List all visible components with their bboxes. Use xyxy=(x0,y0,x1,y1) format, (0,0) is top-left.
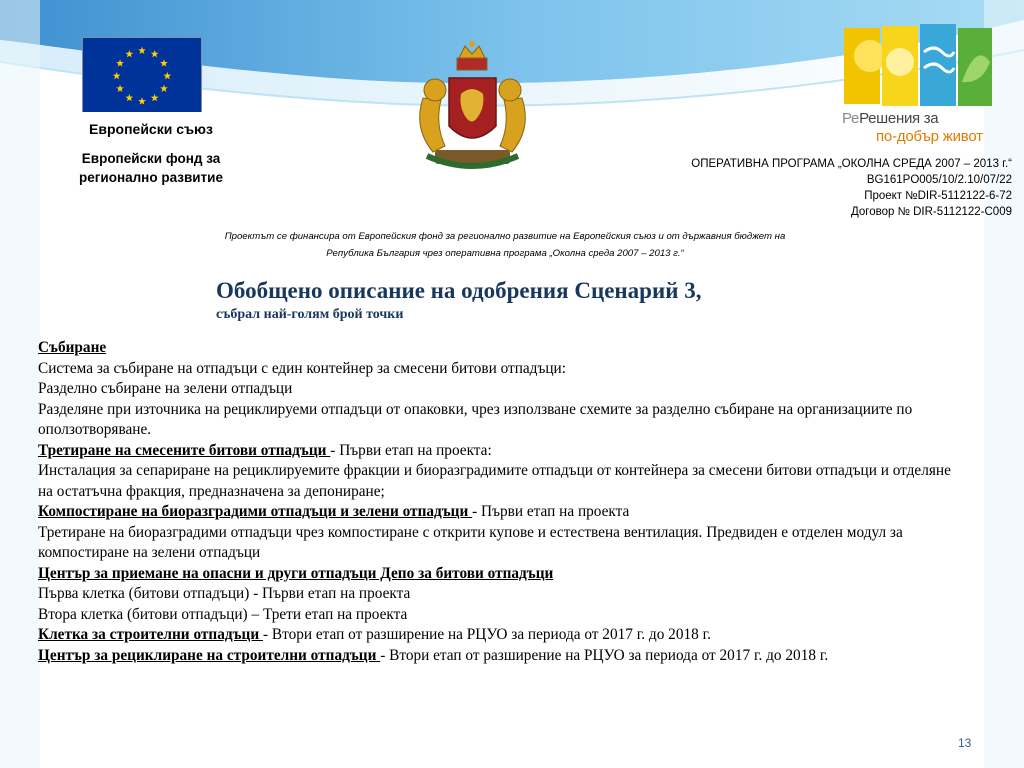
treatment-phase: - Първи етап на проекта: xyxy=(330,441,492,459)
funding-line-2: Република България чрез оперативна програма „Околна среда 2007 – 2013 г.“ xyxy=(326,248,684,259)
treatment-item-1: Инсталация за сепариране на рециклируемите фракции и биоразградимите отпадъци от контейнера за смесени битови отпадъци и отделяне на остатъчна фракция, предназначена за депониране; xyxy=(38,462,951,500)
bulgaria-coat-of-arms-icon xyxy=(405,38,540,178)
collection-item-2: Разделно събиране на зелени отпадъци xyxy=(38,380,293,397)
collection-heading: Събиране xyxy=(38,339,107,356)
op-logo-text xyxy=(842,108,1024,153)
center-item-2: Втора клетка (битови отпадъци) – Трети етап на проекта xyxy=(38,605,408,623)
op-info-programme: ОПЕРАТИВНА ПРОГРАМА „ОКОЛНА СРЕДА 2007 – 2013 г.“ xyxy=(691,158,1012,170)
collection-item-1: Система за събиране на отпадъци с един контейнер за смесени битови отпадъци: xyxy=(38,359,566,377)
eu-flag-logo xyxy=(82,37,202,115)
recycle-heading: Център за рециклиране на строителни отпадъци xyxy=(38,646,381,664)
op-info-code: BG161PO005/10/2.10/07/22 xyxy=(866,174,1012,186)
treatment-heading: Третиране на смесените битови отпадъци xyxy=(38,441,331,459)
funding-line-1: Проектът се финансира от Европейския фонд за регионално развитие на Европейския съюз и от държавния бюджет на xyxy=(224,231,786,242)
collection-item-3: Разделяне при източника на рециклируеми отпадъци от опаковки, чрез използване схемите за разделно събиране на организациите по оползотворяване. xyxy=(38,400,913,438)
cell-heading: Клетка за строителни отпадъци xyxy=(38,626,263,643)
recycle-phase: - Втори етап от разширение на РЦУО за периода от 2017 г. до 2018 г. xyxy=(380,646,829,664)
slide-subtitle: събрал най-голям брой точки xyxy=(216,307,404,322)
center-heading: Център за приемане на опасни и други отпадъци Депо за битови отпадъци xyxy=(38,564,554,582)
compost-heading: Компостиране на биоразградими отпадъци и зелени отпадъци xyxy=(38,503,473,520)
compost-phase: - Първи етап на проекта xyxy=(472,503,630,520)
op-info-block xyxy=(592,156,1012,220)
compost-item-1: Третиране на биоразградими отпадъци чрез компостиране с открити купове и естествена вентилация. Предвиден е отделен модул за компостиране на зелени отпадъци xyxy=(38,523,903,561)
eu-union-label: Европейски съюз xyxy=(89,121,213,137)
op-info-project: Проект №DIR-5112122-6-72 xyxy=(864,190,1012,202)
slide-title: Обобщено описание на одобрения Сценарий 3, xyxy=(216,278,702,303)
cell-phase: - Втори етап от разширение на РЦУО за периода от 2017 г. до 2018 г. xyxy=(262,626,711,643)
slide-content xyxy=(38,338,958,666)
page-number: 13 xyxy=(958,736,972,750)
center-item-1: Първа клетка (битови отпадъци) - Първи етап на проекта xyxy=(38,585,411,602)
op-logo-line2: по-добър живот xyxy=(876,128,983,145)
eu-label-box xyxy=(70,112,232,222)
op-info-contract: Договор № DIR-5112122-C009 xyxy=(850,206,1012,218)
op-logo-prefix: Ре xyxy=(842,110,860,127)
op-logo-line1: Решения за xyxy=(859,110,939,127)
eu-fund-label: Европейски фонд за регионално развитие xyxy=(79,151,223,185)
funding-statement xyxy=(160,228,850,262)
